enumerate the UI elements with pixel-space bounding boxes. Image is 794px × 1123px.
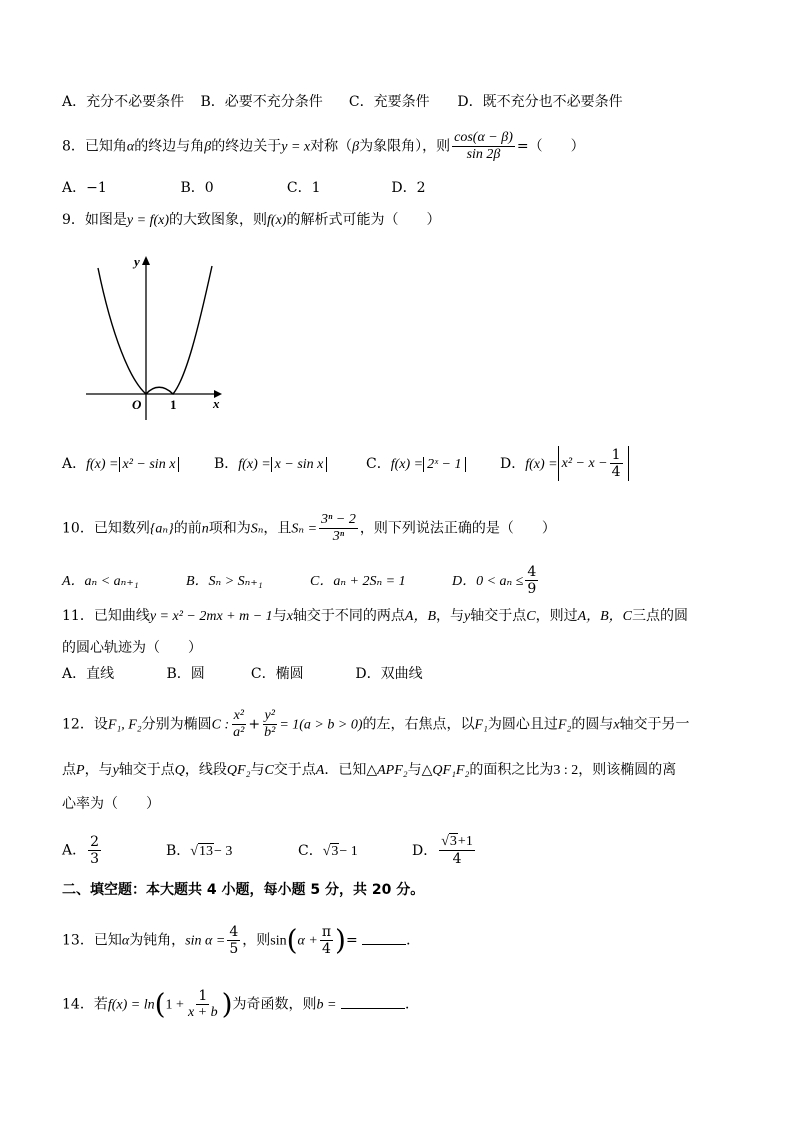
q12-y-frac <box>262 708 277 741</box>
q13-text: ，则 <box>242 932 271 949</box>
q12-option-d <box>412 834 477 867</box>
graph-origin-label: O <box>132 397 142 412</box>
q12-triangle-2: △QF₁F₂ <box>421 763 470 778</box>
q9-function-graph <box>86 254 236 420</box>
q9-a-expr: x² − sin x <box>119 457 180 472</box>
q13-alpha: α <box>121 933 130 949</box>
q10-fraction <box>319 512 358 545</box>
q12-cond: = 1(a > b > 0) <box>279 717 363 733</box>
q12-text: 的左，右焦点，以 <box>362 716 475 733</box>
q12-text: 的圆与 <box>571 716 614 733</box>
q7-option-a: A．充分不必要条件 <box>62 94 185 110</box>
q13-sin: sin <box>270 933 287 949</box>
q14-den: x + b <box>187 1005 218 1020</box>
function-curve <box>98 266 212 394</box>
q12-text: 交于点 <box>273 762 316 778</box>
q10-number: 10． <box>62 520 94 537</box>
q8-fraction <box>452 130 515 163</box>
q11-text: ，则过 <box>535 608 578 624</box>
q9-fx: f(x) <box>267 213 287 228</box>
q13-stem: 13．已知α为钝角，sin α = $\frac{4}{5}$ ，则sin(α + $\frac{\pi}{4}$ )= ． <box>62 923 421 957</box>
q13-inner-den: 4 <box>321 941 331 957</box>
q11-text: 已知曲线 <box>93 608 150 624</box>
q12-text: ．已知 <box>324 762 367 778</box>
q10-eq-lhs: Sₙ = <box>291 521 318 537</box>
q9-option-c <box>366 454 500 475</box>
q13-end: ． <box>406 932 421 949</box>
q9-c-lhs: f(x) = <box>390 456 424 472</box>
q10-sn: Sₙ <box>250 521 264 537</box>
q12-number: 12． <box>62 716 94 733</box>
q12-a-num: 2 <box>90 834 100 850</box>
q12-c-label: C． <box>298 842 323 859</box>
q11-number: 11． <box>62 608 94 624</box>
q11-text: 三点的圆 <box>632 608 689 624</box>
q13-eq: = <box>345 932 358 949</box>
q11-y: y <box>464 609 471 624</box>
q9-func: y = f(x) <box>126 213 170 228</box>
q7-option-b: B．必要不充分条件 <box>200 94 323 110</box>
q13-num: 4 <box>229 924 239 940</box>
q12-b-radicand: 13 <box>198 843 213 859</box>
q9-a-lhs: f(x) = <box>86 456 119 472</box>
q13-answer-blank[interactable] <box>362 930 406 945</box>
q14-text: 若 <box>93 996 108 1013</box>
q7-option-c: C．充要条件 <box>348 94 430 110</box>
q12-text: ，则该椭圆的离 <box>578 762 677 778</box>
q12-text: 与 <box>407 762 422 778</box>
q12-options <box>62 834 734 867</box>
q9-d-frac <box>610 447 623 480</box>
q9-number: 9． <box>62 212 85 228</box>
q8-line: y = x <box>281 139 311 155</box>
q12-d-frac <box>439 834 475 867</box>
q9-d-frac-num: 1 <box>611 446 621 463</box>
q10-option-b: B．Sₙ > Sₙ₊₁ <box>186 573 263 589</box>
q12-text: ，线段 <box>184 762 227 778</box>
q9-text: 的解析式可能为（ ） <box>286 212 441 228</box>
q9-d-frac-den: 4 <box>611 463 621 480</box>
q9-stem <box>62 210 734 231</box>
q12-text: 点 <box>62 762 76 778</box>
q8-option-c: C．1 <box>286 180 321 196</box>
q14-end: ． <box>404 996 419 1013</box>
q8-stem <box>62 130 734 163</box>
q8-number: 8． <box>62 138 85 155</box>
q11-option-a: A．直线 <box>62 666 115 682</box>
q14-b: b = <box>316 997 337 1013</box>
q10-frac-den: 3ⁿ <box>332 529 345 544</box>
q8-text: 为象限角），则 <box>359 138 451 155</box>
q11-text: 轴交于不同的两点 <box>292 608 405 624</box>
q12-d-num: √3+1 <box>441 834 473 849</box>
q13-number: 13． <box>62 932 94 949</box>
q7-options <box>62 92 734 112</box>
q13-den: 5 <box>229 941 239 957</box>
q10-frac-num: 3ⁿ − 2 <box>321 512 356 527</box>
q10-d-expr: D．0 < aₙ ≤ <box>452 573 524 589</box>
q9-option-a <box>62 454 214 475</box>
q13-text: 已知 <box>93 932 122 949</box>
q12-x: x <box>613 717 620 733</box>
q12-stem <box>62 708 734 741</box>
q11-points: A，B <box>404 609 437 624</box>
q11-points2: A，B，C <box>577 609 633 624</box>
q12-text: ，与 <box>84 762 113 778</box>
q11-options <box>62 664 734 684</box>
q13-text: 为钝角， <box>129 932 186 949</box>
q11-c: C <box>526 609 536 624</box>
q9-b-expr: x − sin x <box>271 457 328 472</box>
q10-seq: {aₙ} <box>149 521 174 537</box>
q8-options <box>62 178 734 198</box>
q12-q: Q <box>174 763 185 778</box>
q12-x-den: a² <box>233 725 245 740</box>
q12-ratio: 3 : 2 <box>553 763 579 778</box>
q12-qf2: QF₂ <box>226 763 251 778</box>
q12-a: A <box>315 763 325 778</box>
q11-text: 与 <box>272 608 287 624</box>
q8-beta: β <box>204 139 212 155</box>
q8-tail: =（ ） <box>516 138 585 155</box>
q10-stem <box>62 512 734 545</box>
q8-text: 对称（ <box>310 138 353 155</box>
graph-y-label: y <box>134 254 140 269</box>
q10-option-d <box>452 564 540 597</box>
q7-option-d: D．既不充分也不必要条件 <box>457 94 623 110</box>
q12-a-frac <box>88 834 101 867</box>
q14-lhs: f(x) = ln <box>107 997 155 1013</box>
q10-text: 的前 <box>173 520 202 537</box>
q11-x: x <box>286 609 293 624</box>
q12-b-tail: − 3 <box>213 843 233 859</box>
q9-text: 的大致图象，则 <box>169 212 268 228</box>
q12-stem-line2 <box>62 760 734 781</box>
q11-stem-line2: 的圆心轨迹为（ ） <box>62 640 202 656</box>
q14-frac <box>186 988 220 1021</box>
q11-text: 轴交于点 <box>470 608 527 624</box>
q12-b-label: B． <box>166 842 191 859</box>
q8-option-a: A．−1 <box>62 180 107 196</box>
q12-x-frac <box>231 708 246 741</box>
q12-text: 轴交于点 <box>118 762 175 778</box>
graph-tick-1: 1 <box>170 397 177 412</box>
q12-y-den: b² <box>264 725 276 740</box>
q9-d-lhs: f(x) = <box>525 456 558 472</box>
q12-f2: F₂ <box>557 717 572 733</box>
q12-option-c: C．√3− 1 <box>298 842 358 859</box>
q8-option-b: B．0 <box>180 180 214 196</box>
q10-options <box>62 564 734 597</box>
q11-stem <box>62 606 734 627</box>
q12-option-a <box>62 834 166 867</box>
q8-beta: β <box>352 139 360 155</box>
q12-text: 分别为椭圆 <box>141 716 212 733</box>
q9-c-label: C． <box>366 455 391 472</box>
q9-text: 如图是 <box>84 212 127 228</box>
q12-d-radicand: 3 <box>449 834 457 849</box>
graph-x-label: x <box>213 396 220 411</box>
q10-option-c: C．aₙ + 2Sₙ = 1 <box>310 573 406 589</box>
q12-d-label: D． <box>412 842 438 859</box>
q13-inner-num: π <box>321 924 332 940</box>
q12-text: 为圆心且过 <box>487 716 558 733</box>
q12-d-den: 4 <box>452 851 462 867</box>
q12-text: 的面积之比为 <box>469 762 554 778</box>
q8-frac-den: sin 2β <box>466 147 501 162</box>
q9-b-label: B． <box>214 455 239 472</box>
q9-d-abs <box>558 446 629 481</box>
q14-inner: 1 + <box>165 997 184 1013</box>
q10-d-den: 9 <box>527 581 537 597</box>
q9-c-expr: 2ˣ − 1 <box>423 457 465 472</box>
q10-option-a: A．aₙ < aₙ₊₁ <box>62 573 139 589</box>
q9-a-label: A． <box>62 455 87 472</box>
section-heading: 二、填空题：本大题共 4 小题，每小题 5 分，共 20 分。 <box>62 882 425 898</box>
q8-text: 已知角 <box>84 138 127 155</box>
q12-foci: F₁, F₂ <box>107 717 142 733</box>
q12-y: y <box>112 763 119 778</box>
q13-sin-lhs: sin α = <box>185 933 226 949</box>
q11-curve: y = x² − 2mx + m − 1 <box>149 609 273 624</box>
q10-d-frac <box>525 564 538 597</box>
q10-text: 项和为 <box>208 520 251 537</box>
q12-plus: + <box>248 716 261 733</box>
q11-option-d: D．双曲线 <box>355 666 423 682</box>
q13-frac <box>227 924 240 957</box>
q10-text: ，则下列说法正确的是（ ） <box>359 520 556 537</box>
q12-stem-line3: 心率为（ ） <box>62 796 160 812</box>
q11-option-b: B．圆 <box>166 666 205 682</box>
q14-num: 1 <box>198 988 208 1004</box>
q8-text: 的终边关于 <box>211 138 282 155</box>
q12-d-num-tail: +1 <box>457 834 473 849</box>
q8-text: 的终边与角 <box>134 138 205 155</box>
q9-b-lhs: f(x) = <box>238 456 271 472</box>
q10-text: 已知数列 <box>93 520 150 537</box>
q9-d-label: D． <box>500 455 526 472</box>
q8-option-d: D．2 <box>391 180 426 196</box>
q8-alpha: α <box>126 139 135 155</box>
q14-text: 为奇函数，则 <box>232 996 317 1013</box>
q12-text: 轴交于另一 <box>619 716 690 733</box>
q9-d-expr: x² − x − <box>561 456 608 471</box>
q12-triangle-1: △APF₂ <box>366 763 408 778</box>
q14-number: 14． <box>62 996 94 1013</box>
q12-c-tail: − 1 <box>339 843 358 859</box>
q11-option-c: C．椭圆 <box>250 666 304 682</box>
q8-frac-num: cos(α − β) <box>454 130 513 145</box>
q13-inner: α + <box>297 933 318 949</box>
q12-c: C <box>264 763 274 778</box>
q12-x-num: x² <box>233 708 244 723</box>
q10-n: n <box>201 521 209 537</box>
q9-option-d <box>500 446 629 480</box>
q10-d-num: 4 <box>527 564 537 580</box>
q12-f1: F₁ <box>474 717 488 733</box>
q9-option-b <box>214 454 366 475</box>
q12-p: P <box>76 763 85 778</box>
q12-c-radicand: 3 <box>331 843 339 859</box>
q12-a-label: A． <box>62 842 87 859</box>
q9-options <box>62 446 734 481</box>
q14-answer-blank[interactable] <box>341 994 405 1009</box>
q12-text: 设 <box>93 716 108 733</box>
q14-stem: 14．若f(x) = ln(1 + $\frac{1}{x + b}$ )为奇函数，则b = ． <box>62 987 419 1021</box>
q11-text: ，与 <box>436 608 465 624</box>
q12-y-num: y² <box>264 708 275 723</box>
q12-text: 与 <box>250 762 265 778</box>
q12-option-b: B．√13− 3 <box>166 842 233 859</box>
q10-text: ，且 <box>263 520 292 537</box>
y-axis-arrow <box>142 256 150 265</box>
q12-a-den: 3 <box>90 851 100 867</box>
q12-ellipse-c: C : <box>211 717 230 733</box>
q13-inner-frac <box>320 924 333 957</box>
